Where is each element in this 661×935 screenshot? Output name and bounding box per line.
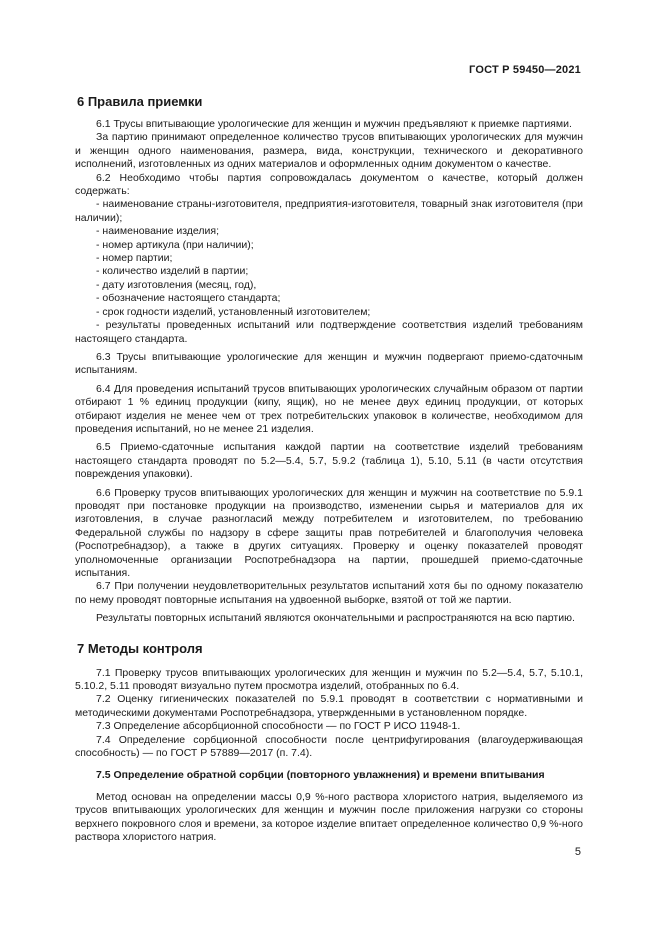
paragraph-6-1: 6.1 Трусы впитывающие урологические для женщин и мужчин предъявляют к приемке партиями. <box>96 118 572 130</box>
standard-code: ГОСТ Р 59450—2021 <box>469 64 581 76</box>
list-item: - срок годности изделий, установленный изготовителем; <box>96 305 371 318</box>
list-item: - обозначение настоящего стандарта; <box>96 292 281 305</box>
paragraph-7-2: 7.2 Оценку гигиенических показателей по 5.9.1 проводят в соответствии с нормативными и методическими документами Роспотребнадзора, утвержденными в установленном порядке. <box>75 693 583 719</box>
section-7-heading: 7 Методы контроля <box>77 640 203 656</box>
subsection-7-5-heading: 7.5 Определение обратной сорбции (повторного увлажнения) и времени впитывания <box>96 769 545 782</box>
paragraph-6-7-result: Результаты повторных испытаний являются окончательными и распространяются на всю партию. <box>96 612 575 625</box>
paragraph-7-3: 7.3 Определение абсорбционной способности — по ГОСТ Р ИСО 11948-1. <box>96 720 461 733</box>
list-item: - номер партии; <box>96 252 173 265</box>
list-item: - результаты проведенных испытаний или подтверждение соответствия изделий требованиям настоящего стандарта. <box>75 319 583 345</box>
page-number: 5 <box>574 846 581 858</box>
paragraph-6-6: 6.6 Проверку трусов впитывающих урологических для женщин и мужчин на соответствие по 5.9.1 проводят при постановке продукции на производство, изменении сырья и материалов для их изготовления, в случае разногласий между потребителем и изготовителем, по требованию Федеральной службы по надзору в сфере защиты прав потребителей и благополучия человека (Роспотребнадзор), а также в других ситуациях. Проверку и оценку показателей проводят уполномоченные организации Роспотребнадзора на партии, прошедшей приемо-сдаточные испытания. <box>75 486 583 579</box>
paragraph-6-1-cont: За партию принимают определенное количество трусов впитывающих урологических для мужчин и женщин одного наименования, размера, вида, конструкции, технического и декоративного исполнений, изготовленных из одних материалов и оформленных одним документом о качестве. <box>75 131 583 171</box>
list-item: - дату изготовления (месяц, год), <box>96 278 257 291</box>
paragraph-6-3: 6.3 Трусы впитывающие урологические для женщин и мужчин подвергают приемо-сдаточным испытаниям. <box>75 350 583 377</box>
paragraph-6-2: 6.2 Необходимо чтобы партия сопровождалась документом о качестве, который должен содержать: <box>75 171 583 198</box>
page-content <box>75 90 583 845</box>
section-6-heading: 6 Правила приемки <box>77 94 203 109</box>
list-item: - наименование страны-изготовителя, предприятия-изготовителя, товарный знак изготовителя (при наличии); <box>75 198 583 224</box>
paragraph-6-4: 6.4 Для проведения испытаний трусов впитывающих урологических случайным образом от партии отбирают 1 % единиц продукции (кипу, ящик), но не менее двух единиц продукции, от которых отбирают изделия не менее чем от трех потребительских упаковок в количестве, необходимом для проведения испытаний, но не менее 21 изделия. <box>75 382 583 435</box>
list-item: - номер артикула (при наличии); <box>96 238 254 251</box>
paragraph-7-1: 7.1 Проверку трусов впитывающих урологических для женщин и мужчин по 5.2—5.4, 5.7, 5.10.1, 5.10.2, 5.11 проводят визуально путем просмотра изделий, отобранных по 6.4. <box>75 666 583 693</box>
quality-document-list <box>75 198 583 345</box>
list-item: - наименование изделия; <box>96 225 219 238</box>
paragraph-7-5: Метод основан на определении массы 0,9 %-ного раствора хлористого натрия, выделяемого из трусов впитывающих урологических для женщин и мужчин после приложения нагрузки со стороны верхнего покровного слоя и времени, за которое изделие впитает определенное количество 0,9 %-ного раствора хлористого натрия. <box>75 790 583 844</box>
list-item: - количество изделий в партии; <box>96 265 249 278</box>
paragraph-6-7: 6.7 При получении неудовлетворительных результатов испытаний хотя бы по одному показателю по нему проводят повторные испытания на удвоенной выборке, взятой от той же партии. <box>75 580 583 606</box>
paragraph-6-5: 6.5 Приемо-сдаточные испытания каждой партии на соответствие изделий требованиям настоящего стандарта проводят по 5.2—5.4, 5.7, 5.9.2 (таблица 1), 5.10, 5.11 (в части отсутствия повреждения упаковки). <box>75 441 583 481</box>
paragraph-7-4: 7.4 Определение сорбционной способности после центрифугирования (влагоудерживающая способность) — по ГОСТ Р 57889—2017 (п. 7.4). <box>75 733 583 760</box>
